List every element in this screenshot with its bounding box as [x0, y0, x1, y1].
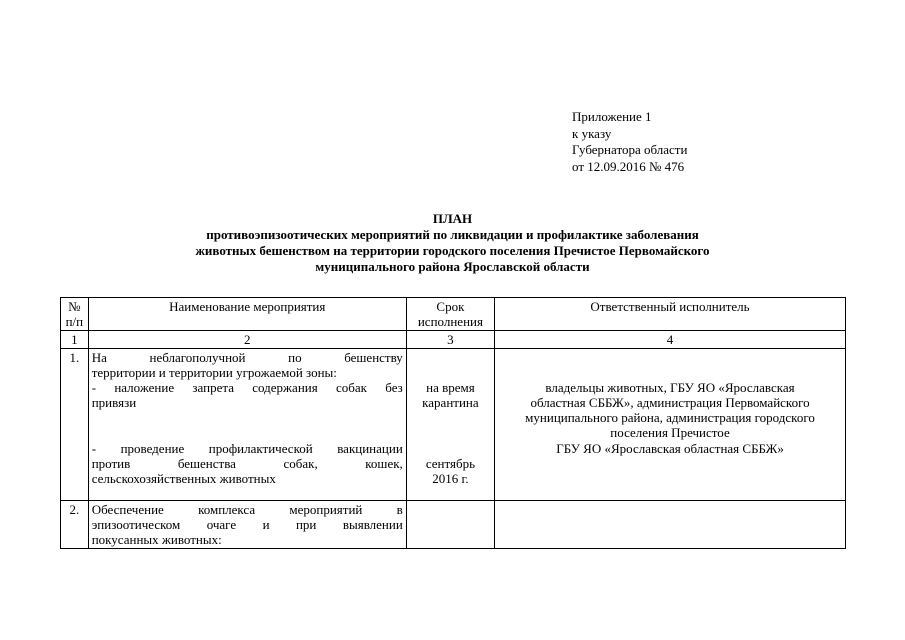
column-number: 3 — [406, 331, 494, 349]
column-number: 2 — [88, 331, 406, 349]
column-number: 1 — [61, 331, 89, 349]
title-line: противоэпизоотических мероприятий по ликвидации и профилактике заболевания — [206, 227, 699, 242]
row-number: 1. — [61, 349, 89, 501]
plan-table — [60, 297, 846, 549]
header-name: Наименование мероприятия — [88, 298, 406, 331]
table-row — [61, 501, 846, 549]
appendix-line: от 12.09.2016 № 476 — [572, 158, 685, 174]
document-title — [60, 211, 845, 275]
column-number: 4 — [495, 331, 846, 349]
header-num: № п/п — [61, 298, 89, 331]
title-line: муниципального района Ярославской области — [315, 259, 590, 274]
column-numbering-row — [61, 331, 846, 349]
row-responsible — [495, 501, 846, 549]
table-row — [61, 349, 846, 501]
title-line: ПЛАН — [432, 211, 473, 226]
row-activity: На неблагополучной по бешенству территории и территории угрожаемой зоны: - наложение запрета содержания собак без привязи - проведение профилактической вакцинации против бешенства собак, кошек, сельскохозяйственных животных — [88, 349, 406, 501]
row-responsible: владельцы животных, ГБУ ЯО «Ярославская областная СББЖ», администрация Первомайского муниципального района, администрация городского поселения Пречистое ГБУ ЯО «Ярославская областная СББЖ» — [495, 349, 846, 501]
row-activity: Обеспечение комплекса мероприятий в эпизоотическом очаге и при выявлении покусанных животных: — [88, 501, 406, 549]
row-number: 2. — [61, 501, 89, 549]
appendix-line: к указу — [572, 125, 612, 141]
appendix-line: Приложение 1 — [572, 109, 652, 124]
title-line: животных бешенством на территории городского поселения Пречистое Первомайского — [195, 243, 710, 258]
row-term — [406, 501, 494, 549]
appendix-block — [572, 109, 687, 175]
table-header-row — [61, 298, 846, 331]
header-term: Срок исполнения — [406, 298, 494, 331]
row-term: на время карантина сентябрь 2016 г. — [406, 349, 494, 501]
header-responsible: Ответственный исполнитель — [495, 298, 846, 331]
appendix-line: Губернатора области — [572, 142, 688, 157]
